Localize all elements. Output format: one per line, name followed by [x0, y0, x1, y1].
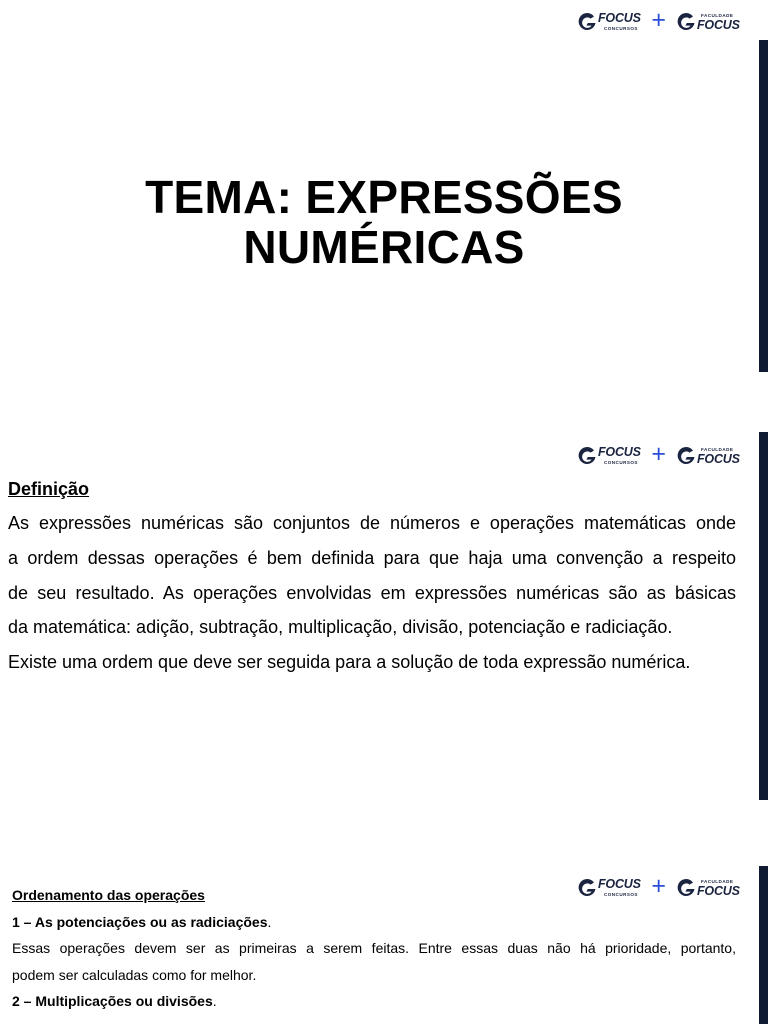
paragraph-line: As expressões numéricas são conjuntos de números e operações matemáticas onde — [8, 513, 736, 533]
plus-sign: + — [651, 440, 666, 468]
faculdade-focus-wordmark: FOCUS — [697, 18, 740, 32]
faculdade-label: FACULDADE — [701, 447, 734, 452]
paragraph-line: a ordem dessas operações é bem definida para que haja uma convenção a respeito — [8, 547, 736, 568]
focus-logo — [577, 6, 741, 34]
step-2-title — [12, 988, 736, 1015]
concursos-subtext: CONCURSOS — [604, 459, 638, 465]
focus-concursos-icon — [577, 12, 597, 32]
definition-paragraph — [8, 506, 736, 680]
step-1-title — [12, 909, 736, 936]
definition-slide — [0, 432, 768, 800]
paragraph-line: da matemática: adição, subtração, multiplicação, divisão, potenciação e radiciação. — [8, 617, 673, 638]
plus-sign: + — [651, 872, 666, 900]
definition-heading: Definição — [8, 479, 90, 499]
slide-edge-bar — [759, 866, 768, 1024]
ordering-slide — [0, 840, 768, 1024]
slide-title: TEMA: EXPRESSÕES NUMÉRICAS — [145, 171, 623, 273]
ordering-heading: Ordenamento das operações — [12, 887, 205, 903]
concursos-subtext: CONCURSOS — [604, 25, 638, 31]
focus-concursos-wordmark: FOCUS — [598, 445, 641, 459]
ordering-content — [12, 882, 736, 1015]
step-2-period: . — [212, 993, 217, 1009]
plus-sign: + — [651, 6, 666, 34]
focus-concursos-wordmark: FOCUS — [598, 877, 641, 891]
faculdade-focus-wordmark: FOCUS — [697, 884, 740, 898]
focus-concursos-wordmark: FOCUS — [598, 11, 641, 25]
focus-logo — [577, 440, 741, 468]
faculdade-focus-wordmark: FOCUS — [697, 452, 740, 466]
paragraph-line: de seu resultado. As operações envolvidas em expressões numéricas são as básicas — [8, 582, 736, 603]
faculdade-focus-icon — [676, 446, 696, 466]
step-2-label: 2 – Multiplicações ou divisões — [12, 993, 213, 1009]
step-1-text-line: Essas operações devem ser as primeiras a serem feitas. Entre essas duas não há prioridade, portanto, — [12, 940, 736, 956]
slide-edge-bar — [759, 432, 768, 800]
focus-concursos-icon — [577, 446, 597, 466]
step-1-text-line: podem ser calculadas como for melhor. — [12, 966, 257, 983]
ordering-heading-row — [12, 882, 736, 909]
step-1-label: 1 – As potenciações ou as radiciações — [12, 913, 268, 930]
step-1-period: . — [267, 913, 272, 930]
slide-edge-bar — [759, 40, 768, 372]
faculdade-label: FACULDADE — [701, 879, 734, 884]
concursos-subtext: CONCURSOS — [604, 891, 638, 897]
faculdade-label: FACULDADE — [701, 13, 734, 18]
cover-slide — [0, 0, 768, 380]
paragraph-line: Existe uma ordem que deve ser seguida para a solução de toda expressão numérica. — [8, 652, 691, 672]
faculdade-focus-icon — [676, 12, 696, 32]
